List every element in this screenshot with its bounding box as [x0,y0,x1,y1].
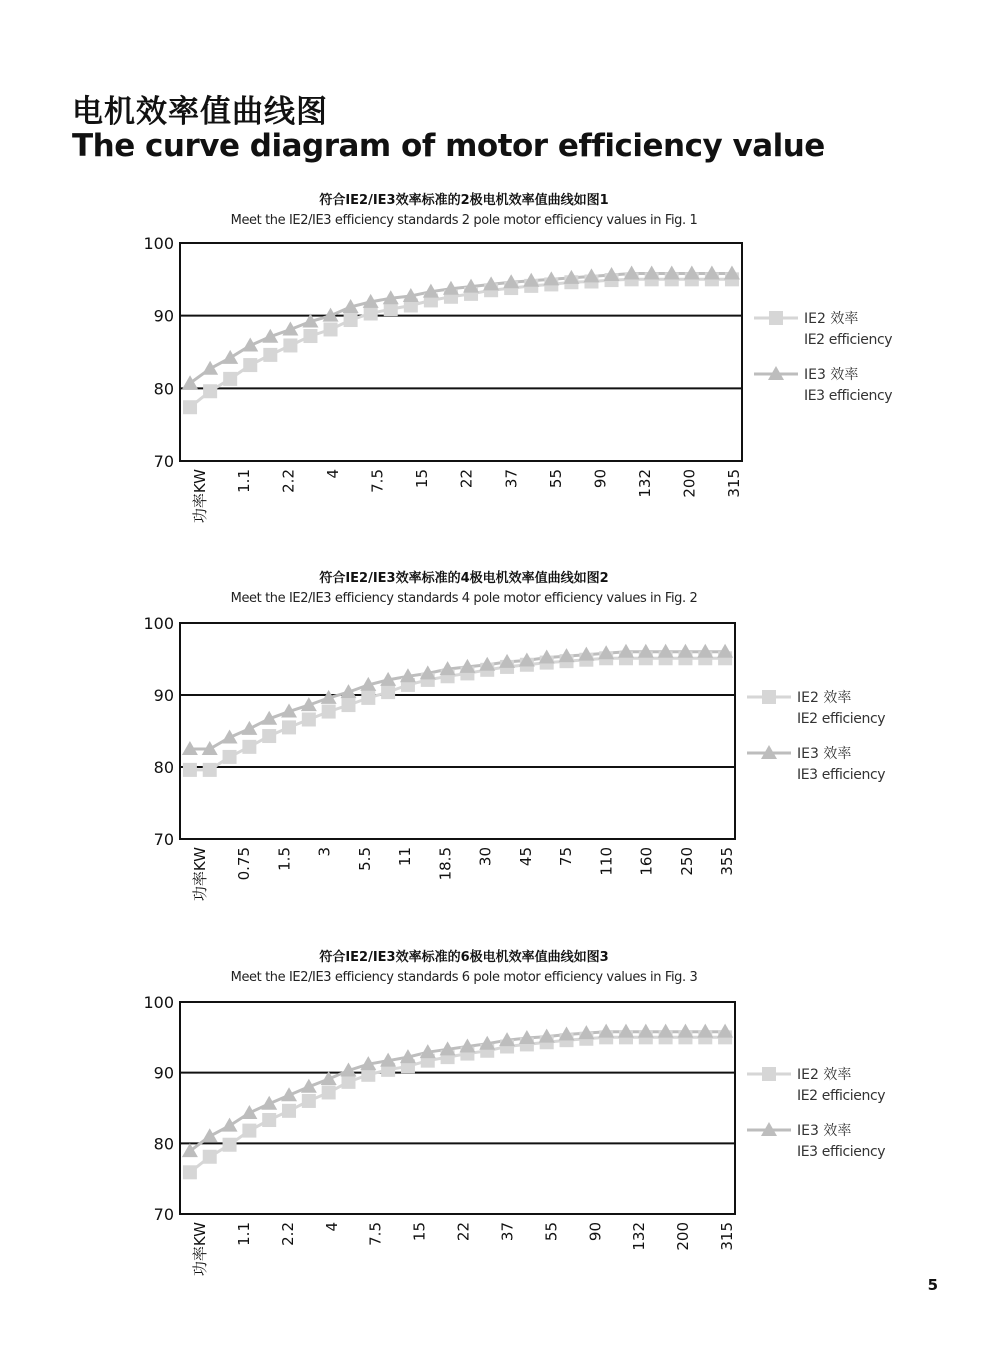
ie2-point [223,372,237,386]
x-tick-label: 22 [454,1222,473,1242]
x-tick-label: 110 [597,847,616,876]
legend-label-cn: IE2 效率 [797,690,852,706]
chart-title-english: Meet the IE2/IE3 efficiency standards 6 pole motor efficiency values in Fig. 3 [230,970,698,985]
x-tick-label: 55 [546,469,565,489]
legend-label-cn: IE2 效率 [797,1067,852,1083]
x-tick-label: 30 [476,847,495,867]
ie2-point [364,306,378,320]
legend-label-en: IE2 efficiency [804,332,893,348]
x-tick-label: 0.75 [235,847,253,881]
ie2-point [322,705,336,719]
legend-square-icon [762,690,776,704]
y-tick-label: 90 [153,1063,174,1083]
x-tick-label: 7.5 [366,1222,385,1246]
x-tick-label: 1.1 [235,1222,253,1246]
legend-square-icon [762,1067,776,1081]
chart-title-chinese: 符合IE2/IE3效率标准的2极电机效率值曲线如图1 [319,193,609,208]
ie2-point [324,322,338,336]
ie2-point [203,384,217,398]
page-title-chinese: 电机效率值曲线图 [72,94,328,130]
y-tick-label: 80 [153,758,174,777]
x-tick-label: 3 [315,847,334,857]
x-tick-label: 2.2 [278,1222,297,1246]
chart-plot-svg [0,185,1000,545]
ie2-point [303,329,317,343]
ie2-point [282,1104,296,1118]
x-tick-label: 315 [725,469,743,498]
x-tick-label: 200 [674,1222,693,1251]
ie2-point [183,400,197,414]
efficiency-chart-2-pole [0,185,1000,545]
ie2-point [223,750,237,764]
ie2-point [322,1085,336,1099]
chart-title-english: Meet the IE2/IE3 efficiency standards 2 pole motor efficiency values in Fig. 1 [230,213,698,228]
x-axis-title: 功率KW [191,469,209,524]
legend-label-cn: IE3 效率 [804,367,859,383]
chart-plot-svg [0,942,1000,1302]
legend-label-cn: IE2 效率 [804,311,859,327]
chart-title-english: Meet the IE2/IE3 efficiency standards 4 pole motor efficiency values in Fig. 2 [230,591,698,606]
y-tick-label: 100 [143,234,174,253]
y-tick-label: 100 [143,614,174,633]
ie2-point [302,712,316,726]
legend-label-en: IE2 efficiency [797,711,886,727]
legend-label-cn: IE3 效率 [797,746,852,762]
y-tick-label: 70 [153,830,174,849]
y-tick-label: 70 [153,452,174,471]
ie2-point [183,763,197,777]
ie2-point [223,1138,237,1152]
page-number: 5 [927,1276,938,1294]
x-tick-label: 11 [396,847,414,867]
ie2-point [243,358,257,372]
y-tick-label: 80 [153,1134,174,1154]
x-tick-label: 250 [677,847,696,876]
y-tick-label: 100 [143,993,174,1012]
ie2-point [262,1113,276,1127]
ie2-point [344,313,358,327]
chart-title-chinese: 符合IE2/IE3效率标准的4极电机效率值曲线如图2 [319,571,609,586]
x-tick-label: 37 [502,469,521,489]
x-tick-label: 1.5 [275,847,294,871]
x-tick-label: 2.2 [279,469,298,493]
x-tick-label: 45 [516,847,535,867]
ie2-point [282,720,296,734]
x-axis-title: 功率KW [191,1222,209,1277]
x-tick-label: 200 [680,469,699,498]
ie2-point [262,729,276,743]
legend-label-en: IE3 efficiency [797,767,886,783]
x-tick-label: 15 [413,469,432,489]
ie2-point [242,740,256,754]
x-tick-label: 55 [542,1222,561,1242]
x-tick-label: 4 [324,469,343,479]
ie2-point [381,685,395,699]
y-tick-label: 90 [153,686,174,705]
legend-label-en: IE3 efficiency [797,1144,886,1160]
efficiency-chart-4-pole [0,563,1000,923]
y-tick-label: 70 [153,1205,174,1224]
efficiency-chart-6-pole [0,942,1000,1302]
ie2-point [283,338,297,352]
x-axis-title: 功率KW [191,847,209,902]
x-tick-label: 1.1 [235,469,253,493]
ie2-point [302,1094,316,1108]
y-tick-label: 80 [153,379,174,399]
ie2-point [183,1165,197,1179]
chart-title-chinese: 符合IE2/IE3效率标准的6极电机效率值曲线如图3 [319,950,609,965]
legend-square-icon [769,311,783,325]
legend-label-en: IE3 efficiency [804,388,893,404]
page-title-english: The curve diagram of motor efficiency value [72,128,825,164]
legend-label-en: IE2 efficiency [797,1088,886,1104]
x-tick-label: 15 [410,1222,429,1242]
ie2-point [341,1075,355,1089]
x-tick-label: 7.5 [368,469,387,493]
x-tick-label: 132 [635,469,654,498]
ie2-point [203,763,217,777]
x-tick-label: 22 [457,469,476,489]
x-tick-label: 4 [322,1222,341,1232]
x-tick-label: 5.5 [355,847,374,871]
ie2-point [361,691,375,705]
x-tick-label: 90 [591,469,610,489]
ie2-point [203,1150,217,1164]
x-tick-label: 355 [718,847,736,876]
x-tick-label: 160 [637,847,656,876]
ie2-point [263,348,277,362]
y-tick-label: 90 [153,306,174,326]
x-tick-label: 132 [630,1222,649,1251]
x-tick-label: 37 [498,1222,517,1242]
ie2-point [341,698,355,712]
x-tick-label: 75 [557,847,575,867]
x-tick-label: 18.5 [436,847,455,881]
x-tick-label: 90 [586,1222,605,1242]
ie2-point [242,1124,256,1138]
chart-plot-svg [0,563,1000,923]
x-tick-label: 315 [718,1222,736,1251]
legend-label-cn: IE3 效率 [797,1123,852,1139]
